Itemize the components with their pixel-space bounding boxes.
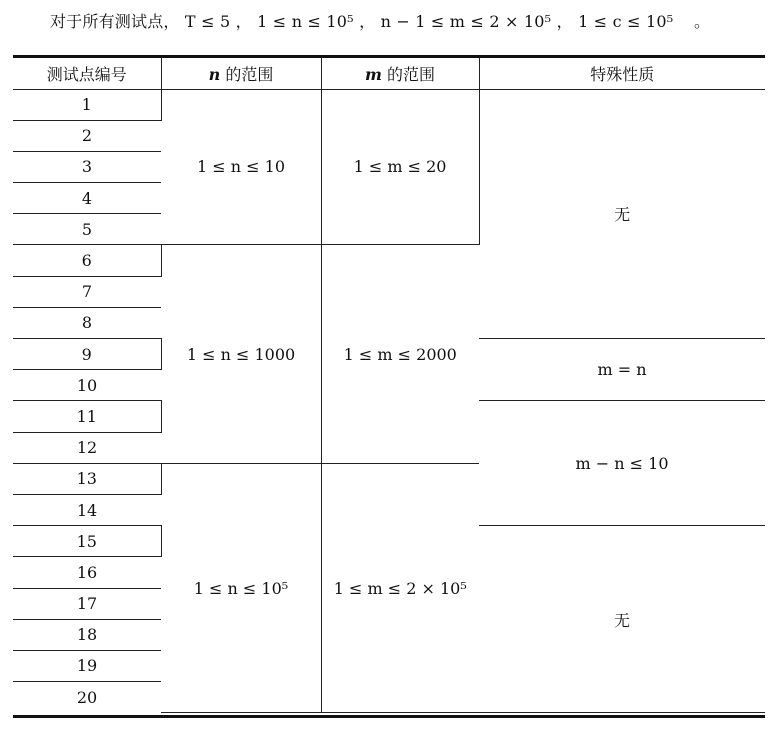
header-testcase-id: 测试点编号 bbox=[13, 58, 161, 89]
testcase-id: 10 bbox=[13, 370, 161, 401]
testcase-id: 2 bbox=[13, 120, 161, 151]
intro-end: 。 bbox=[693, 12, 711, 31]
constraint-c: 1 ≤ c ≤ 10⁵ bbox=[578, 12, 674, 31]
header-n-range bbox=[161, 58, 321, 89]
property-cell: m = n bbox=[479, 339, 765, 401]
header-m-var: m bbox=[364, 64, 382, 84]
testcase-id: 1 bbox=[13, 89, 161, 120]
testcase-id: 8 bbox=[13, 307, 161, 338]
testcase-id: 15 bbox=[13, 526, 161, 557]
testcase-id: 13 bbox=[13, 463, 161, 494]
testcase-id: 9 bbox=[13, 339, 161, 370]
subtask-table-frame bbox=[13, 55, 765, 718]
testcase-id: 12 bbox=[13, 432, 161, 463]
header-m-suffix: 的范围 bbox=[381, 64, 436, 84]
testcase-id: 17 bbox=[13, 588, 161, 619]
m-range-cell: 1 ≤ m ≤ 2000 bbox=[321, 245, 479, 463]
constraint-n: 1 ≤ n ≤ 10⁵ bbox=[257, 12, 354, 31]
table-row bbox=[13, 89, 765, 120]
testcase-id: 3 bbox=[13, 151, 161, 182]
property-cell: 无 bbox=[479, 526, 765, 713]
n-range-cell: 1 ≤ n ≤ 10 bbox=[161, 89, 321, 245]
constraints-intro bbox=[50, 8, 770, 36]
intro-comma-1: ， bbox=[235, 12, 252, 31]
subtask-table bbox=[13, 58, 765, 713]
table-header-row bbox=[13, 58, 765, 89]
testcase-id: 11 bbox=[13, 401, 161, 432]
testcase-id: 18 bbox=[13, 619, 161, 650]
testcase-id: 19 bbox=[13, 650, 161, 681]
intro-comma-2: ， bbox=[359, 12, 376, 31]
property-cell: 无 bbox=[479, 89, 765, 339]
constraint-m: n − 1 ≤ m ≤ 2 × 10⁵ bbox=[380, 12, 552, 31]
header-special-property: 特殊性质 bbox=[479, 58, 765, 89]
header-m-range bbox=[321, 58, 479, 89]
m-range-cell: 1 ≤ m ≤ 20 bbox=[321, 89, 479, 245]
testcase-id: 6 bbox=[13, 245, 161, 276]
property-cell: m − n ≤ 10 bbox=[479, 401, 765, 526]
constraint-t: T ≤ 5 bbox=[184, 12, 231, 31]
n-range-cell: 1 ≤ n ≤ 1000 bbox=[161, 245, 321, 463]
header-n-suffix: 的范围 bbox=[220, 64, 274, 84]
intro-comma-3: ， bbox=[556, 12, 573, 31]
n-range-cell: 1 ≤ n ≤ 10⁵ bbox=[161, 463, 321, 713]
testcase-id: 4 bbox=[13, 183, 161, 214]
testcase-id: 7 bbox=[13, 276, 161, 307]
m-range-cell: 1 ≤ m ≤ 2 × 10⁵ bbox=[321, 463, 479, 713]
testcase-id: 5 bbox=[13, 214, 161, 245]
intro-lead: 对于所有测试点， bbox=[50, 12, 180, 31]
testcase-id: 20 bbox=[76, 687, 98, 707]
testcase-id: 14 bbox=[13, 494, 161, 525]
testcase-id: 16 bbox=[13, 557, 161, 588]
header-n-var: n bbox=[208, 64, 221, 84]
